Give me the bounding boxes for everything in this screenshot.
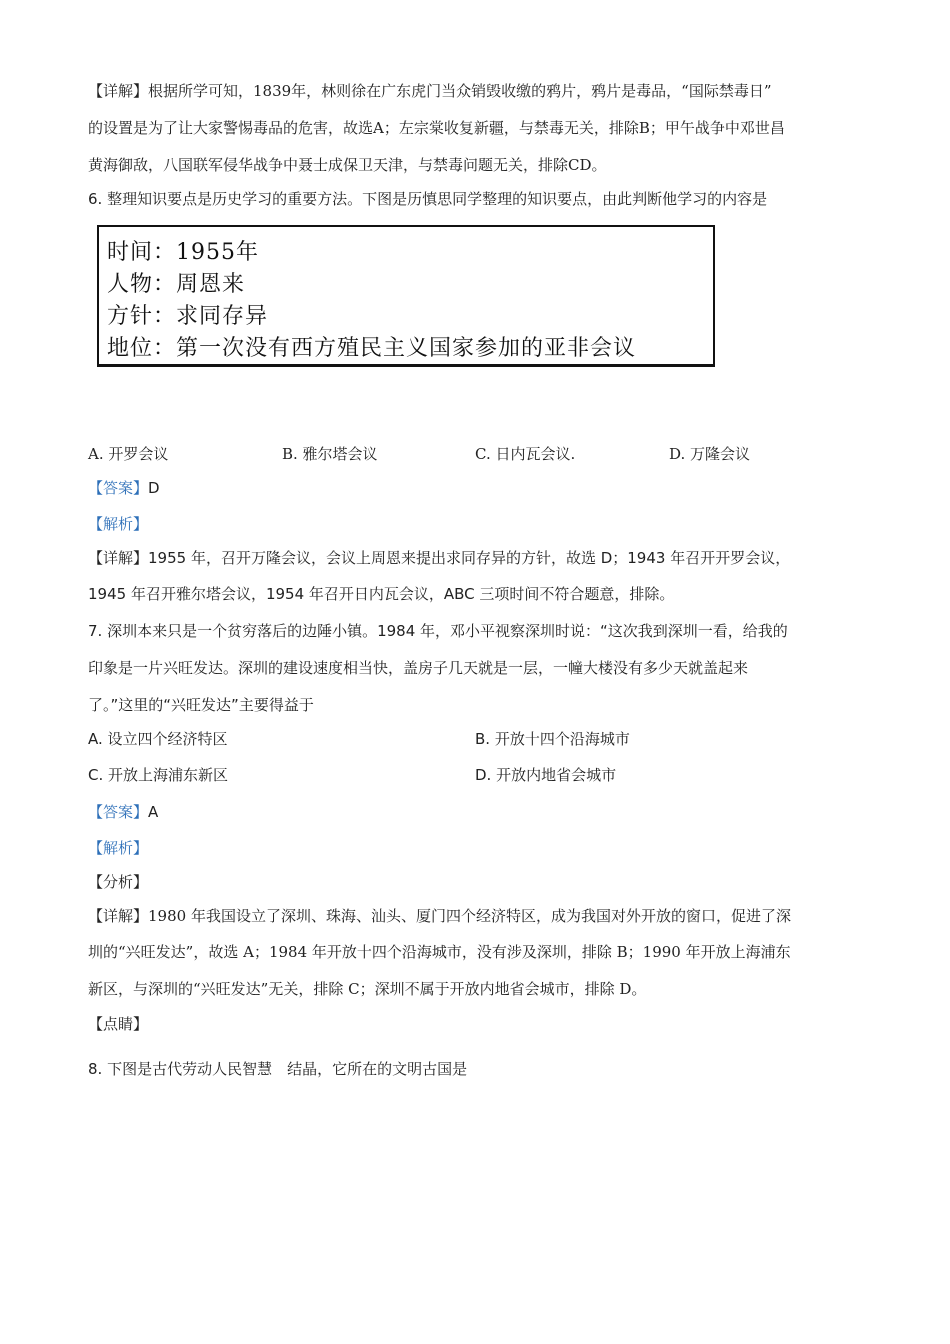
q6-box-row-policy: 方针：求同存异 [107, 304, 269, 329]
q7-option-d: D. 开放内地省会城市 [475, 766, 617, 784]
q7-option-b: B. 开放十四个沿海城市 [475, 730, 630, 748]
q7-dianjing-label: 【点睛】 [88, 1015, 149, 1033]
q6-option-a: A. 开罗会议 [88, 445, 169, 463]
q7-detail-line-3: 新区，与深圳的“兴旺发达”无关，排除 C；深圳不属于开放内地省会城市，排除 D。 [88, 980, 647, 998]
q6-answer [88, 477, 160, 499]
q6-option-c: C. 日内瓦会议. [475, 445, 576, 463]
q6-answer-label: 【答案】 [88, 479, 149, 497]
q5-detail-line-2: 的设置是为了让大家警惕毒品的危害，故选A；左宗棠收复新疆，与禁毒无关，排除B；甲午战争中邓世昌 [88, 119, 785, 137]
q7-answer [88, 801, 158, 823]
q6-option-b: B. 雅尔塔会议 [282, 445, 378, 463]
q6-box-row-person: 人物：周恩来 [107, 272, 246, 297]
q6-detail-line-2: 1945 年召开雅尔塔会议，1954 年召开日内瓦会议，ABC 三项时间不符合题意，排除。 [88, 585, 675, 603]
q6-knowledge-box [97, 225, 715, 367]
q5-detail-line-3: 黄海御敌，八国联军侵华战争中聂士成保卫天津，与禁毒问题无关，排除CD。 [88, 156, 607, 174]
q7-detail-line-2: 圳的“兴旺发达”，故选 A；1984 年开放十四个沿海城市，没有涉及深圳，排除 B；1990 年开放上海浦东 [88, 943, 791, 961]
q7-stem-line-1: 7. 深圳本来只是一个贫穷落后的边陲小镇。1984 年，邓小平视察深圳时说：“这次我到深圳一看，给我的 [88, 622, 788, 640]
q7-option-a: A. 设立四个经济特区 [88, 730, 228, 748]
q7-stem-line-3: 了。”这里的“兴旺发达”主要得益于 [88, 696, 314, 714]
q6-option-d: D. 万隆会议 [669, 445, 751, 463]
q7-answer-value: A [148, 803, 159, 821]
q7-answer-label: 【答案】 [88, 803, 149, 821]
q6-stem: 6. 整理知识要点是历史学习的重要方法。下图是历慎思同学整理的知识要点，由此判断他学习的内容是 [88, 190, 768, 208]
q7-analysis-label: 【解析】 [88, 839, 149, 857]
q6-box-row-status: 地位：第一次没有西方殖民主义国家参加的亚非会议 [107, 336, 637, 361]
q5-detail-line-1: 【详解】根据所学可知，1839年，林则徐在广东虎门当众销毁收缴的鸦片，鸦片是毒品，“国际禁毒日” [88, 82, 772, 100]
q6-answer-value: D [148, 479, 160, 497]
q7-option-c: C. 开放上海浦东新区 [88, 766, 229, 784]
q7-stem-line-2: 印象是一片兴旺发达。深圳的建设速度相当快，盖房子几天就是一层，一幢大楼没有多少天就盖起来 [88, 659, 749, 677]
q7-detail-line-1: 【详解】1980 年我国设立了深圳、珠海、汕头、厦门四个经济特区，成为我国对外开放的窗口，促进了深 [88, 907, 791, 925]
q6-detail-line-1: 【详解】1955 年，召开万隆会议，会议上周恩来提出求同存异的方针，故选 D；1943 年召开开罗会议， [88, 549, 791, 567]
q8-stem: 8. 下图是古代劳动人民智慧 结晶，它所在的文明古国是 [88, 1060, 468, 1078]
q7-fenxi-label: 【分析】 [88, 873, 149, 891]
q6-box-row-time: 时间：1955年 [107, 240, 259, 265]
q6-analysis-label: 【解析】 [88, 515, 149, 533]
